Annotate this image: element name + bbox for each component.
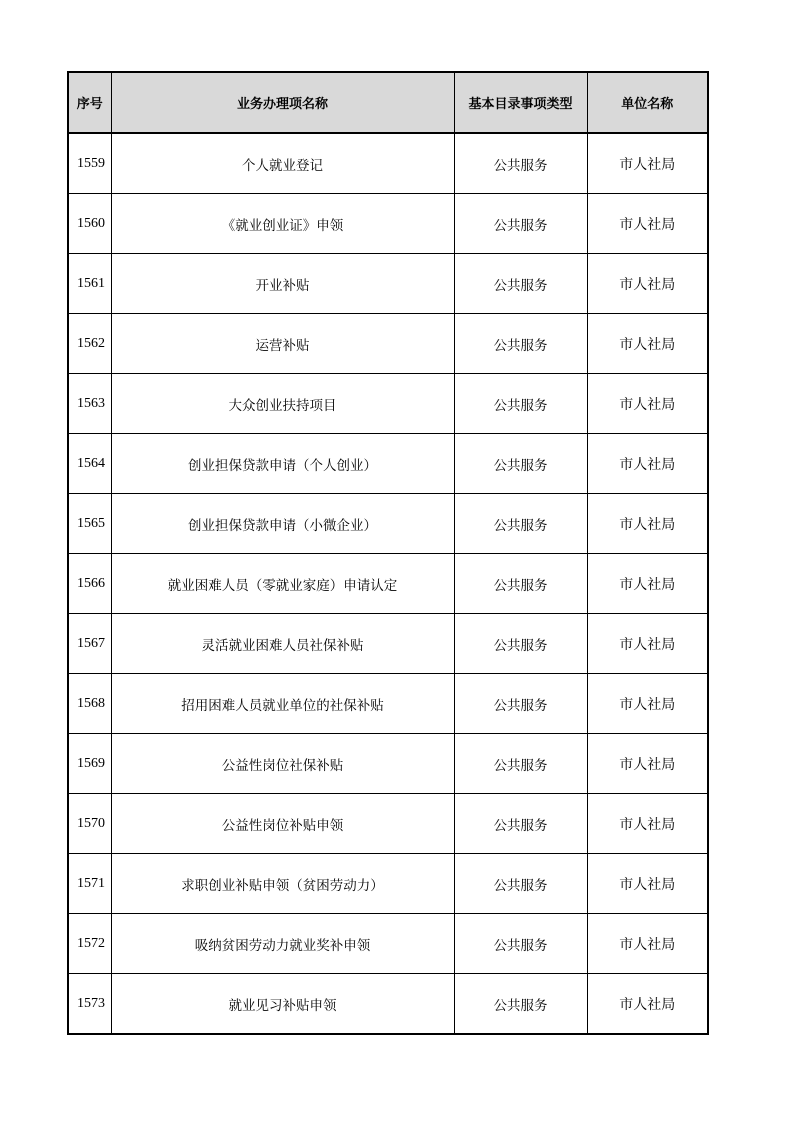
cell-unit-name: 市人社局 bbox=[587, 674, 708, 734]
table-row bbox=[68, 674, 708, 734]
cell-no: 1564 bbox=[68, 434, 111, 494]
cell-no: 1563 bbox=[68, 374, 111, 434]
table-row bbox=[68, 314, 708, 374]
cell-item-type: 公共服务 bbox=[454, 914, 587, 974]
cell-unit-name: 市人社局 bbox=[587, 734, 708, 794]
table-row bbox=[68, 434, 708, 494]
table-row bbox=[68, 734, 708, 794]
table-row bbox=[68, 554, 708, 614]
cell-unit-name: 市人社局 bbox=[587, 494, 708, 554]
cell-item-name: 就业见习补贴申领 bbox=[111, 974, 454, 1035]
cell-item-type: 公共服务 bbox=[454, 374, 587, 434]
cell-item-name: 吸纳贫困劳动力就业奖补申领 bbox=[111, 914, 454, 974]
cell-no: 1559 bbox=[68, 133, 111, 194]
cell-item-name: 公益性岗位补贴申领 bbox=[111, 794, 454, 854]
cell-item-name: 求职创业补贴申领（贫困劳动力） bbox=[111, 854, 454, 914]
cell-item-type: 公共服务 bbox=[454, 614, 587, 674]
header-unit-name: 单位名称 bbox=[587, 72, 708, 133]
cell-no: 1561 bbox=[68, 254, 111, 314]
service-items-table bbox=[67, 71, 709, 1035]
cell-item-name: 就业困难人员（零就业家庭）申请认定 bbox=[111, 554, 454, 614]
cell-unit-name: 市人社局 bbox=[587, 133, 708, 194]
cell-item-type: 公共服务 bbox=[454, 314, 587, 374]
cell-item-type: 公共服务 bbox=[454, 133, 587, 194]
table-row bbox=[68, 374, 708, 434]
table-row bbox=[68, 133, 708, 194]
cell-item-name: 运营补贴 bbox=[111, 314, 454, 374]
cell-unit-name: 市人社局 bbox=[587, 914, 708, 974]
table-row bbox=[68, 254, 708, 314]
table-body bbox=[68, 133, 708, 1034]
cell-no: 1573 bbox=[68, 974, 111, 1035]
cell-unit-name: 市人社局 bbox=[587, 194, 708, 254]
cell-item-type: 公共服务 bbox=[454, 434, 587, 494]
cell-no: 1560 bbox=[68, 194, 111, 254]
cell-no: 1570 bbox=[68, 794, 111, 854]
table-row bbox=[68, 854, 708, 914]
cell-no: 1565 bbox=[68, 494, 111, 554]
table-row bbox=[68, 794, 708, 854]
cell-item-name: 创业担保贷款申请（小微企业） bbox=[111, 494, 454, 554]
header-item-type: 基本目录事项类型 bbox=[454, 72, 587, 133]
cell-item-name: 创业担保贷款申请（个人创业） bbox=[111, 434, 454, 494]
header-item-name: 业务办理项名称 bbox=[111, 72, 454, 133]
cell-no: 1569 bbox=[68, 734, 111, 794]
cell-unit-name: 市人社局 bbox=[587, 794, 708, 854]
cell-item-type: 公共服务 bbox=[454, 974, 587, 1035]
cell-item-type: 公共服务 bbox=[454, 854, 587, 914]
cell-item-name: 公益性岗位社保补贴 bbox=[111, 734, 454, 794]
header-row bbox=[68, 72, 708, 133]
cell-no: 1568 bbox=[68, 674, 111, 734]
cell-item-name: 开业补贴 bbox=[111, 254, 454, 314]
cell-unit-name: 市人社局 bbox=[587, 314, 708, 374]
table-row bbox=[68, 914, 708, 974]
cell-item-type: 公共服务 bbox=[454, 554, 587, 614]
cell-unit-name: 市人社局 bbox=[587, 254, 708, 314]
cell-no: 1562 bbox=[68, 314, 111, 374]
cell-item-type: 公共服务 bbox=[454, 674, 587, 734]
cell-item-name: 大众创业扶持项目 bbox=[111, 374, 454, 434]
cell-no: 1572 bbox=[68, 914, 111, 974]
table-row bbox=[68, 194, 708, 254]
cell-unit-name: 市人社局 bbox=[587, 854, 708, 914]
cell-unit-name: 市人社局 bbox=[587, 434, 708, 494]
table-row bbox=[68, 974, 708, 1035]
table-header bbox=[68, 72, 708, 133]
cell-unit-name: 市人社局 bbox=[587, 974, 708, 1035]
cell-item-type: 公共服务 bbox=[454, 794, 587, 854]
table-row bbox=[68, 494, 708, 554]
cell-unit-name: 市人社局 bbox=[587, 614, 708, 674]
cell-no: 1567 bbox=[68, 614, 111, 674]
cell-unit-name: 市人社局 bbox=[587, 374, 708, 434]
cell-item-type: 公共服务 bbox=[454, 734, 587, 794]
cell-item-type: 公共服务 bbox=[454, 254, 587, 314]
cell-item-name: 《就业创业证》申领 bbox=[111, 194, 454, 254]
cell-item-name: 招用困难人员就业单位的社保补贴 bbox=[111, 674, 454, 734]
cell-item-type: 公共服务 bbox=[454, 194, 587, 254]
cell-item-type: 公共服务 bbox=[454, 494, 587, 554]
header-no: 序号 bbox=[68, 72, 111, 133]
cell-unit-name: 市人社局 bbox=[587, 554, 708, 614]
cell-item-name: 个人就业登记 bbox=[111, 133, 454, 194]
table-row bbox=[68, 614, 708, 674]
cell-no: 1566 bbox=[68, 554, 111, 614]
cell-item-name: 灵活就业困难人员社保补贴 bbox=[111, 614, 454, 674]
cell-no: 1571 bbox=[68, 854, 111, 914]
